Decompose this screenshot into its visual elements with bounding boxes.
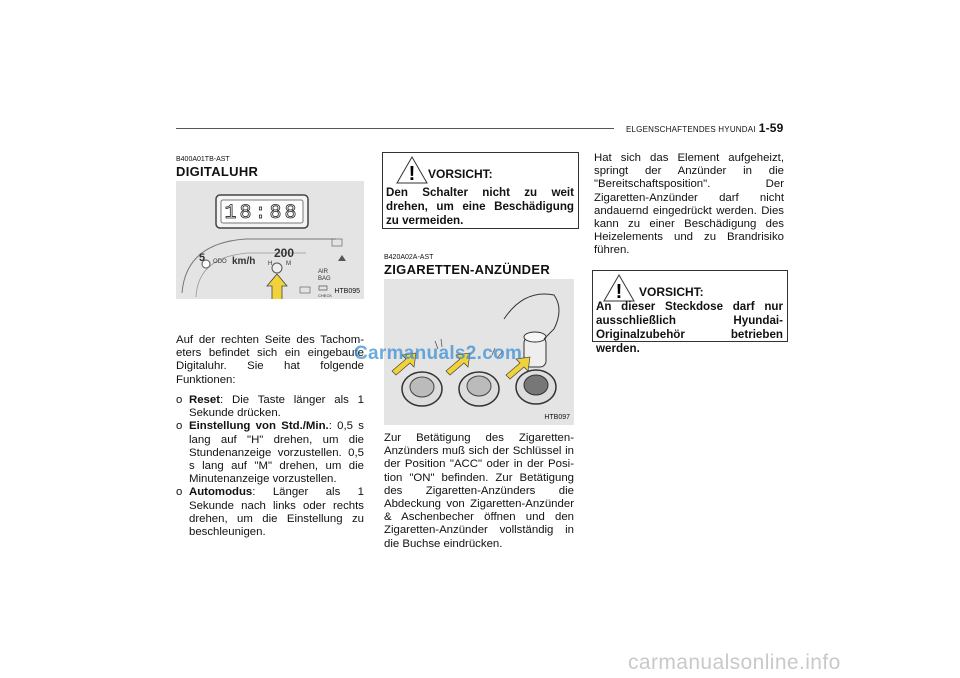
speed-200-label: 200 [274,246,295,260]
engine-icon [319,286,327,290]
abs-lamp-icon [300,287,310,293]
footer-watermark: carmanualsonline.info [628,651,841,674]
caution-text: Den Schalter nicht zu weit drehen, um eine Beschädigung zu vermeiden. [386,186,574,227]
warning-triangle-icon [396,156,428,184]
instrument-cluster-illustration [176,181,364,299]
digital-clock-figure [176,181,364,299]
odo-label: ODO [213,259,227,265]
lighter-socket-2 [459,372,499,406]
section-code: B420A02A-AST [384,254,434,261]
section-title: ZIGARETTEN-ANZÜNDER [384,262,551,277]
figure-caption: HTB095 [334,288,360,295]
right-body-text: Hat sich das Element aufgeheizt, springt der Anzünder in die "Bereitschaftsposition". Der Zigaretten-Anzünder darf nicht andauernd eingedrückt werden. Dies kann zu einer Beschädigung des Heizelements und zu Brandrisiko führen. [594,152,784,257]
caution-text: An dieser Steckdose darf nur ausschließlich Hyundai-Originalzubehör betrieben werden. [596,300,783,355]
section-title: DIGITALUHR [176,164,259,179]
header-rule [176,128,614,129]
kmh-label: km/h [232,256,256,267]
item-text: : Länger als 1 Sekunde nach links oder rechts drehen, um die Einstellung zu beschleunigen. [189,486,364,539]
clock-digits: 18:88 [224,202,300,225]
function-list [176,394,364,539]
item-term: Automodus [189,486,253,499]
arrow-icon [267,274,287,299]
caution-heading: VORSICHT: [428,167,493,181]
h-label: H [268,261,273,267]
item-text: : 0,5 s lang auf "H" drehen, um die Stundenanzeige vorzustellen. 0,5 s lang auf "M" drehen, um die Minutenanzeige vorzustellen. [189,420,365,486]
check-label: CHECK [318,293,333,298]
seatbelt-icon [338,255,346,261]
svg-text:!: ! [615,281,623,302]
figure-caption: HTB097 [544,414,570,421]
caution-box-socket [592,270,788,355]
m-label: M [286,261,291,267]
caution-box-switch [382,152,579,229]
page-number: 1-59 [758,121,784,135]
watermark: Carmanuals2.com [354,343,523,364]
warning-triangle-icon [603,274,635,302]
section-code: B400A01TB-AST [176,156,230,163]
caution-heading: VORSICHT: [639,285,704,299]
item-text: : Die Taste länger als 1 Sekunde drücken. [189,394,364,420]
list-item: o Reset: Die Taste länger als 1 Sekunde drücken. [176,394,364,420]
list-item: o Automodus: Länger als 1 Sekunde nach links oder rechts drehen, um die Einstellung zu beschleunigen. [176,486,364,539]
airbag-label-1: AIR [318,269,329,275]
list-item: o Einstellung von Std./Min.: 0,5 s lang auf "H" drehen, um die Stundenanzeige vorzustellen. 0,5 s lang auf "M" drehen, um die Minutenanzeige vorzustellen. [176,420,365,486]
airbag-label-2: BAG [318,276,331,282]
svg-text:!: ! [408,163,416,184]
header-section: ELGENSCHAFTENDES HYUNDAI [626,125,756,134]
item-term: Einstellung von Std./Min. [189,420,329,433]
lighter-body-text: Zur Betätigung des Zigaretten-Anzünders muß sich der Schlüssel in der Position "ACC" oder in der Posi-tion "ON" befinden. Zur Betätigung des Zigaretten-Anzünders die Abdeckung von Zigaretten-Anzünder & Aschenbecher öffnen und den Zigaretten-Anzünder vollständig in die Buchse eindrücken. [384,432,574,550]
clock-intro-text: Auf der rechten Seite des Tachom-eters befindet sich ein eingebaute Digitaluhr. Sie hat folgende Funktionen: [176,334,364,386]
item-term: Reset [189,394,221,406]
running-header [626,121,784,135]
svg-text:5: 5 [199,252,206,264]
lighter-socket-1 [402,372,442,406]
